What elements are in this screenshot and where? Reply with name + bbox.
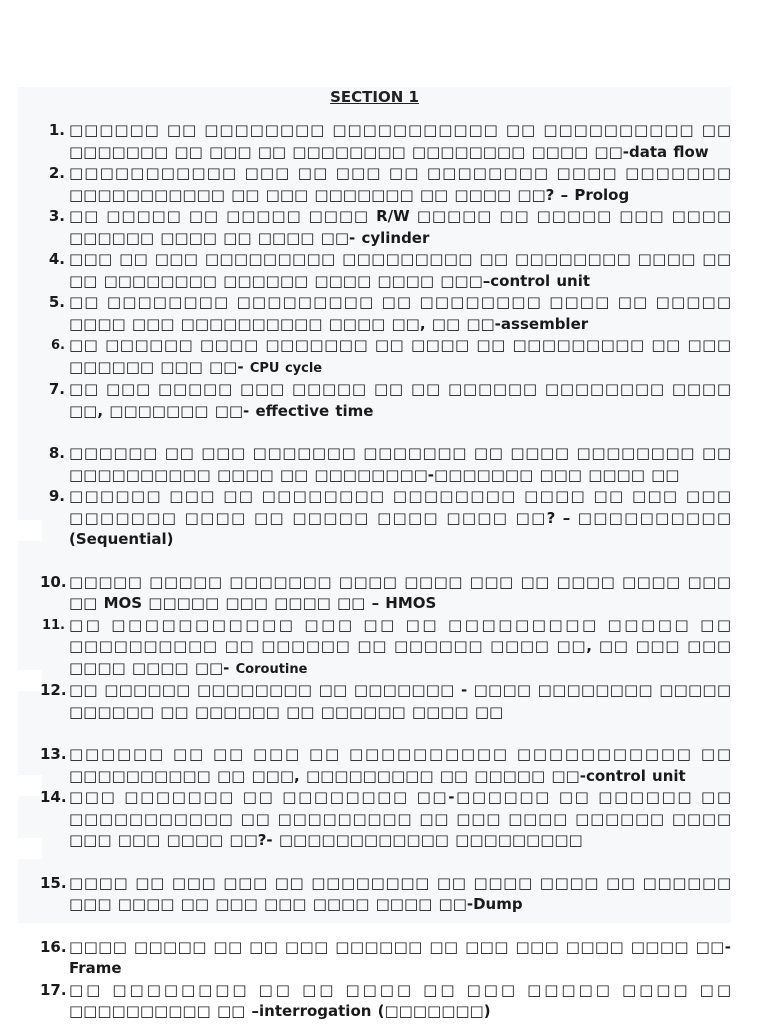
item-text bbox=[69, 680, 731, 723]
list-item bbox=[40, 206, 731, 249]
item-text bbox=[69, 615, 731, 681]
item-number: 11. bbox=[41, 617, 65, 633]
item-text-main: □□□□□ □□□□□ □□□□□□□ □□□□ □□□□ □□□ □□ □□□□ □□□□ □□□ □□ MOS □□□□□ □□□ □□□□ □□ – HMOS bbox=[69, 572, 731, 612]
item-text bbox=[69, 163, 731, 206]
list-item bbox=[40, 292, 731, 335]
item-text-main: □□□ □□ □□□ □□□□□□□□□ □□□□□□□□□ □□ □□□□□□□□ □□□□ □□ □□ □□□□□□□□ □□□□□□ □□□□ □□□□ □□□–control unit bbox=[69, 250, 731, 290]
item-text bbox=[69, 873, 731, 916]
item-number: 9. bbox=[48, 487, 65, 505]
list-item bbox=[40, 744, 731, 787]
list-item bbox=[40, 937, 731, 980]
list-item bbox=[40, 163, 731, 206]
item-text-main: □□□□ □□□□□ □□ □□ □□□ □□□□□□ □□ □□□ □□□ □□□□ □□□□ □□-Frame bbox=[69, 937, 731, 977]
item-number: 5. bbox=[48, 293, 65, 311]
question-list bbox=[40, 120, 731, 1023]
item-text-main: □□□□□□ □□ □□□ □□□□□□□ □□□□□□□ □□ □□□□ □□□□□□□□ □□ □□□□□□□□□□ □□□□ □□ □□□□□□□□-□□□□□□□ □□□ □□□□ □□ bbox=[69, 444, 731, 484]
item-text bbox=[69, 292, 731, 335]
item-text bbox=[69, 249, 731, 292]
list-item bbox=[40, 335, 731, 379]
item-number: 16. bbox=[40, 937, 67, 956]
item-text bbox=[69, 206, 731, 249]
item-text bbox=[69, 486, 731, 551]
item-text bbox=[69, 744, 731, 787]
item-text bbox=[69, 443, 731, 486]
item-text-main: □□□□ □□ □□□ □□□ □□ □□□□□□□□ □□ □□□□ □□□□ □□ □□□□□□ □□□ □□□□ □□ □□□ □□□ □□□□ □□□□ □□-Dump bbox=[69, 873, 731, 913]
item-number: 10. bbox=[40, 572, 67, 591]
item-text bbox=[69, 980, 731, 1023]
item-number: 6. bbox=[51, 338, 65, 353]
item-text-main: □□ □□□□□□□□ □□ □□ □□□□ □□ □□□ □□□□□ □□□□ □□ □□□□□□□□□□ □□ –interrogation (□□□□□□□) bbox=[69, 980, 731, 1020]
item-answer: CPU cycle bbox=[249, 360, 323, 376]
item-text bbox=[69, 120, 731, 163]
item-number: 8. bbox=[48, 444, 65, 462]
item-answer: Coroutine bbox=[235, 661, 308, 677]
item-text bbox=[69, 335, 731, 379]
item-text-main: □□ □□□□□□□□□□□ □□□ □□ □□ □□□□□□□□□ □□□□□ □□ □□□□□□□□□□ □□ □□□□□□ □□ □□□□□□ □□□□ □□, □□ □□□ □□□ □□□□ □□□□ □□- bbox=[69, 615, 731, 677]
list-item bbox=[40, 615, 731, 681]
item-text-main: □□ □□□□□□ □□□□□□□□ □□ □□□□□□□ - □□□□ □□□□□□□□ □□□□□ □□□□□□ □□ □□□□□□ □□ □□□□□□ □□□□ □□ bbox=[69, 681, 731, 721]
item-text bbox=[69, 379, 731, 422]
item-text-main: □□ □□□□□ □□ □□□□□ □□□□ R/W □□□□□ □□ □□□□□ □□□ □□□□ □□□□□□ □□□□ □□ □□□□ □□- cylinder bbox=[69, 207, 731, 247]
list-item bbox=[40, 379, 731, 422]
item-text bbox=[69, 937, 731, 980]
list-item bbox=[40, 572, 731, 615]
item-number: 17. bbox=[40, 980, 67, 999]
item-number: 1. bbox=[48, 121, 65, 139]
item-number: 15. bbox=[40, 873, 67, 892]
section-title: SECTION 1 bbox=[330, 88, 419, 106]
item-number: 7. bbox=[48, 380, 65, 398]
spacer bbox=[40, 723, 731, 744]
list-item bbox=[40, 120, 731, 163]
item-text-main: □□□□□□□□□□□ □□□ □□ □□□ □□ □□□□□□□□ □□□□ □□□□□□□ □□□□□□□□□□□ □□ □□□ □□□□□□□ □□ □□□□ □□? – Prolog bbox=[69, 164, 731, 204]
item-text bbox=[69, 572, 731, 615]
item-text-main: □□ □□□ □□□□□ □□□ □□□□□ □□ □□ □□□□□□ □□□□□□□□ □□□□ □□, □□□□□□□ □□- effective time bbox=[69, 380, 731, 420]
item-number: 3. bbox=[48, 207, 65, 225]
item-number: 14. bbox=[40, 788, 67, 806]
item-text-main: □□□ □□□□□□□ □□ □□□□□□□□ □□-□□□□□□ □□ □□□□□□ □□ □□□□□□□□□□□ □□ □□□□□□□□□ □□ □□□ □□□□ □□□□□□ □□□□ □□□ □□□ □□□□ □□?- □□□□□□□□□□□□ □□□□□□□□□ bbox=[69, 788, 731, 849]
list-item bbox=[40, 980, 731, 1023]
item-number: 12. bbox=[40, 681, 67, 699]
list-item bbox=[40, 873, 731, 916]
item-text-main: □□□□□□ □□ □□□□□□□□ □□□□□□□□□□□ □□ □□□□□□□□□□ □□ □□□□□□□ □□ □□□ □□ □□□□□□□□ □□□□□□□□ □□□□ □□-data flow bbox=[69, 121, 731, 161]
spacer bbox=[40, 916, 731, 937]
item-number: 13. bbox=[40, 745, 67, 763]
list-item bbox=[40, 486, 731, 551]
item-number: 4. bbox=[48, 250, 65, 268]
spacer bbox=[40, 852, 731, 873]
list-item bbox=[40, 249, 731, 292]
spacer bbox=[40, 422, 731, 443]
item-text-main: □□□□□□ □□ □□ □□□ □□ □□□□□□□□□□ □□□□□□□□□□□ □□ □□□□□□□□□□ □□ □□□, □□□□□□□□□ □□ □□□□□ □□-control unit bbox=[69, 745, 731, 785]
list-item bbox=[40, 443, 731, 486]
list-item bbox=[40, 787, 731, 852]
item-text bbox=[69, 787, 731, 852]
item-text-main: □□ □□□□□□ □□□□ □□□□□□□ □□ □□□□ □□ □□□□□□□□□ □□ □□□ □□□□□□ □□□ □□- bbox=[69, 336, 731, 376]
list-item bbox=[40, 680, 731, 723]
spacer bbox=[40, 551, 731, 572]
item-text-main: □□□□□□ □□□ □□ □□□□□□□□ □□□□□□□□ □□□□ □□ □□□ □□□ □□□□□□□ □□□□ □□ □□□□□ □□□□ □□□□ □□? – □□□□□□□□□□ (Sequential) bbox=[69, 487, 731, 548]
item-number: 2. bbox=[48, 164, 65, 182]
item-text-main: □□ □□□□□□□□ □□□□□□□□□ □□ □□□□□□□□ □□□□ □□ □□□□□ □□□□ □□□ □□□□□□□□□□ □□□□ □□, □□ □□-assembler bbox=[69, 293, 731, 333]
